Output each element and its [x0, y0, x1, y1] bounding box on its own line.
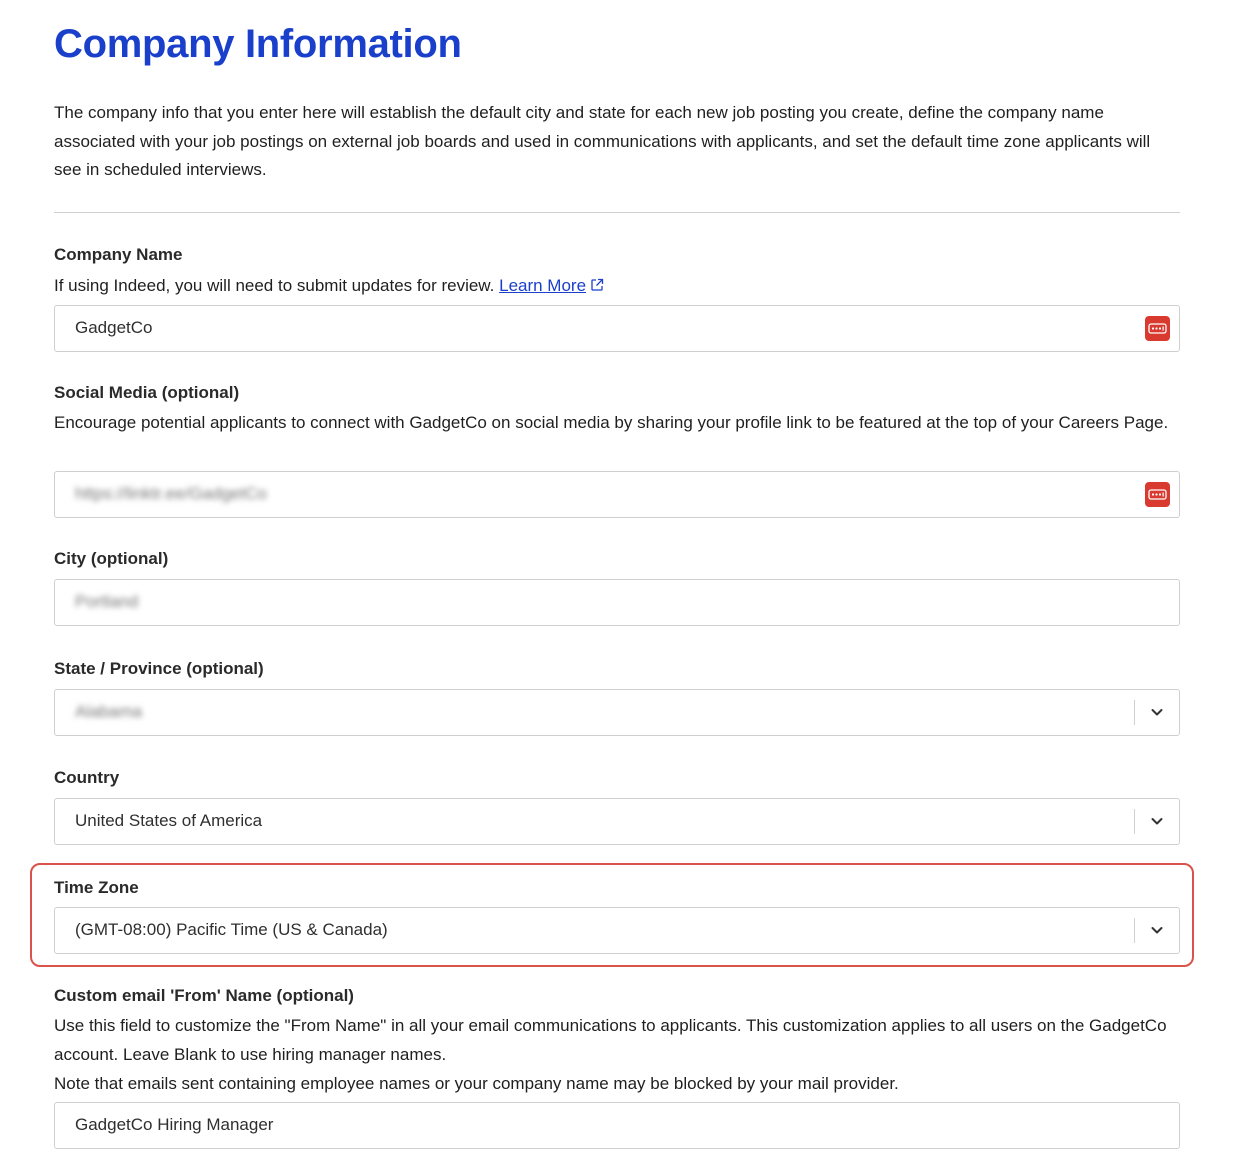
custom-from-note: Note that emails sent containing employee names or your company name may be blocked by your mail provider.	[54, 1074, 899, 1093]
company-name-value: GadgetCo	[75, 318, 153, 337]
state-value: Alabama	[75, 702, 143, 721]
social-media-label: Social Media (optional)	[54, 383, 240, 402]
time-zone-label: Time Zone	[54, 878, 139, 897]
select-separator	[1134, 809, 1135, 834]
chevron-down-icon[interactable]	[1149, 813, 1165, 829]
page-title: Company Information	[54, 22, 462, 66]
country-label: Country	[54, 768, 120, 787]
custom-from-label: Custom email 'From' Name (optional)	[54, 986, 354, 1005]
custom-from-input[interactable]	[54, 1102, 1180, 1149]
password-manager-icon[interactable]	[1145, 316, 1170, 341]
learn-more-link-label: Learn More	[499, 276, 587, 295]
social-media-help: Encourage potential applicants to connect with GadgetCo on social media by sharing your profile link to be featured at the top of your Careers Page.	[54, 413, 1169, 432]
custom-from-value: GadgetCo Hiring Manager	[75, 1115, 274, 1134]
time-zone-value: (GMT-08:00) Pacific Time (US & Canada)	[75, 920, 388, 939]
chevron-down-icon[interactable]	[1149, 704, 1165, 720]
company-name-help-text: If using Indeed, you will need to submit updates for review.	[54, 276, 495, 295]
state-select[interactable]	[54, 689, 1180, 736]
select-separator	[1134, 700, 1135, 725]
learn-more-link[interactable]	[499, 276, 586, 295]
social-media-input[interactable]	[54, 471, 1180, 518]
city-label: City (optional)	[54, 549, 169, 568]
state-label: State / Province (optional)	[54, 659, 264, 678]
section-divider	[54, 212, 1180, 213]
external-link-icon[interactable]	[590, 278, 604, 292]
social-media-value: https://linktr.ee/GadgetCo	[75, 484, 267, 503]
city-value: Portland	[75, 592, 139, 611]
city-input[interactable]	[54, 579, 1180, 626]
country-select[interactable]	[54, 798, 1180, 845]
custom-from-help	[54, 1011, 1174, 1098]
country-value: United States of America	[75, 811, 263, 830]
intro-text: The company info that you enter here will establish the default city and state for each new job posting you create, define the company name associated with your job postings on external job boards and used in communications with applicants, and set the default time zone applicants will see in scheduled interviews.	[54, 103, 1151, 179]
password-manager-icon[interactable]	[1145, 482, 1170, 507]
company-name-label: Company Name	[54, 245, 183, 264]
custom-from-help-text: Use this field to customize the "From Name" in all your email communications to applicants. This customization applies to all users on the GadgetCo account. Leave Blank to use hiring manager names.	[54, 1016, 1167, 1064]
time-zone-highlight	[30, 863, 1194, 967]
company-name-input[interactable]	[54, 305, 1180, 352]
company-name-help	[54, 271, 1174, 300]
